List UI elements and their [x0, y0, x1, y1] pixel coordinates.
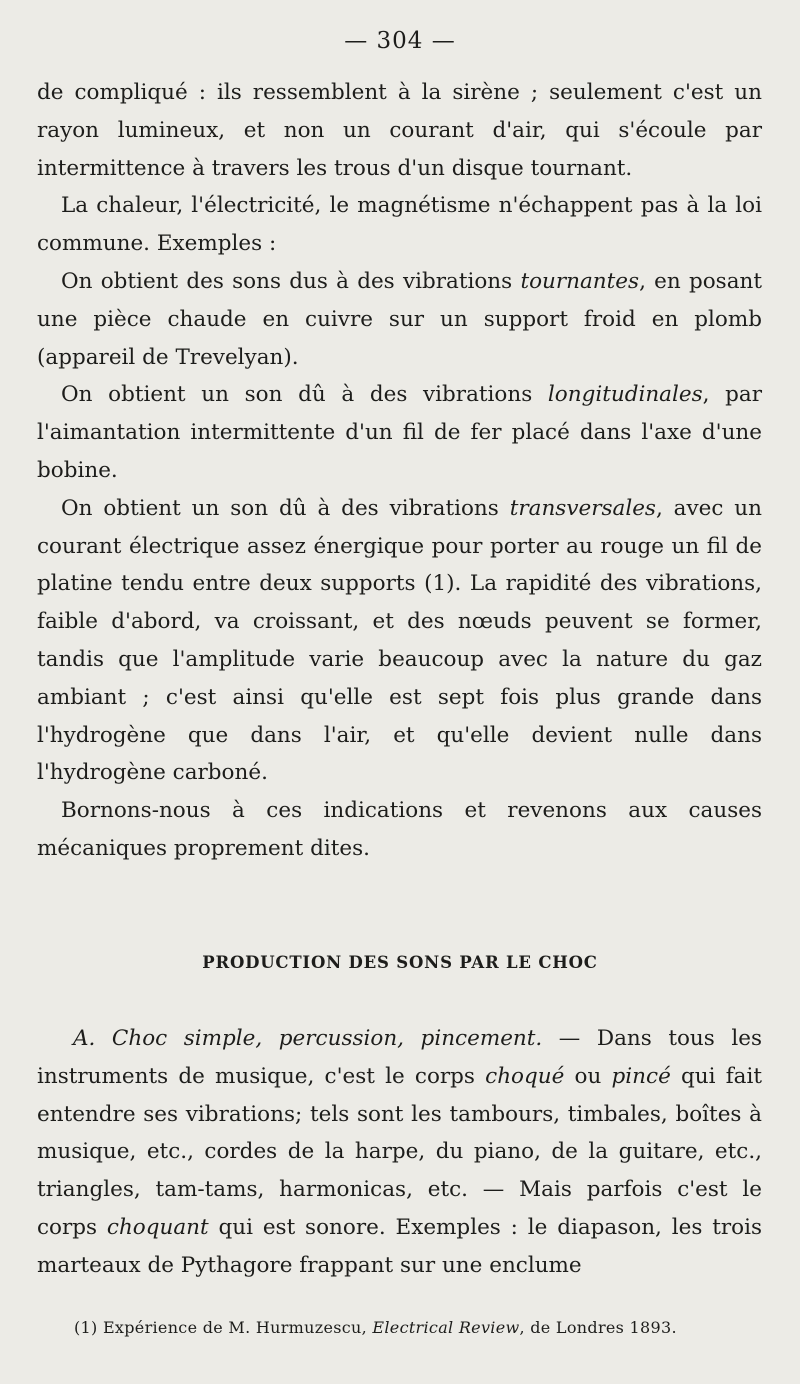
paragraph-text: On obtient un son dû à des vibrations	[61, 382, 548, 408]
italic-term: transversales	[509, 495, 656, 521]
paragraph-5	[37, 490, 762, 792]
footnote-text: , de Londres 1893.	[519, 1318, 677, 1337]
paragraph-1	[37, 74, 762, 187]
paragraph-text: ou	[564, 1063, 612, 1089]
paragraph-4	[37, 376, 762, 489]
italic-term: longitudinales	[547, 382, 703, 408]
paragraph-text: La chaleur, l'électricité, le magnétisme n'échappent pas à la loi commune. Exemples :	[37, 193, 762, 257]
dash: —	[542, 1026, 597, 1051]
paragraph-6	[37, 792, 762, 868]
paragraph-text: qui est sonore. Exemples : le diapason, les trois marteaux de Pythagore frappant sur une enclume	[37, 1214, 762, 1278]
paragraph-text: Dans tous les instruments de musique, c'est le corps	[37, 1026, 762, 1089]
paragraph-text: qui fait entendre ses vibrations; tels sont les tambours, timbales, boîtes à musique, etc., cordes de la harpe, du piano, de la guitare, etc., triangles, tam-tams, harmonicas, etc. — Mais parfois c'est le corps	[37, 1063, 762, 1240]
paragraph-text: de compliqué : ils ressemblent à la sirène ; seulement c'est un rayon lumineux, et non un courant d'air, qui s'écoule par intermittence à travers les trous d'un disque tournant.	[37, 80, 762, 181]
paragraph-text: On obtient un son dû à des vibrations	[61, 495, 510, 521]
paragraph-text: , avec un courant électrique assez énergique pour porter au rouge un fil de platine tendu entre deux supports (1). La rapidité des vibrations, faible d'abord, va croissant, et des nœuds peuvent se former, tandis que l'amplitude varie beaucoup avec la nature du gaz ambiant ; c'est ainsi qu'elle est sept fois plus grande dans l'hydrogène que dans l'air, et qu'elle devient nulle dans l'hydrogène carboné.	[37, 495, 762, 786]
paragraph-text: On obtient des sons dus à des vibrations	[61, 268, 521, 294]
paragraph-2	[37, 187, 762, 263]
paragraph-text: , par l'aimantation intermittente d'un fil de fer placé dans l'axe d'une bobine.	[37, 382, 762, 483]
paragraph-text: , en posant une pièce chaude en cuivre sur un support froid en plomb (appareil de Trevelyan).	[37, 268, 762, 370]
paragraph-text: Bornons-nous à ces indications et revenons aux causes mécaniques proprement dites.	[37, 798, 762, 861]
footnote-italic: Electrical Review	[372, 1318, 520, 1337]
italic-term: choqué	[485, 1063, 565, 1089]
section-heading: PRODUCTION DES SONS PAR LE CHOC	[202, 953, 598, 972]
footnote-text: (1) Expérience de M. Hurmuzescu,	[74, 1318, 373, 1337]
section-lead: A. Choc simple, percussion, pincement.	[73, 1026, 543, 1051]
section-paragraph	[37, 1020, 762, 1285]
page-number: — 304 —	[344, 28, 456, 54]
italic-term: choquant	[106, 1214, 209, 1240]
italic-term: pincé	[611, 1063, 671, 1089]
section-body	[37, 1020, 762, 1285]
body-text	[37, 74, 762, 868]
paragraph-3	[37, 263, 762, 376]
footnote	[74, 1318, 764, 1337]
italic-term: tournantes	[520, 268, 640, 294]
